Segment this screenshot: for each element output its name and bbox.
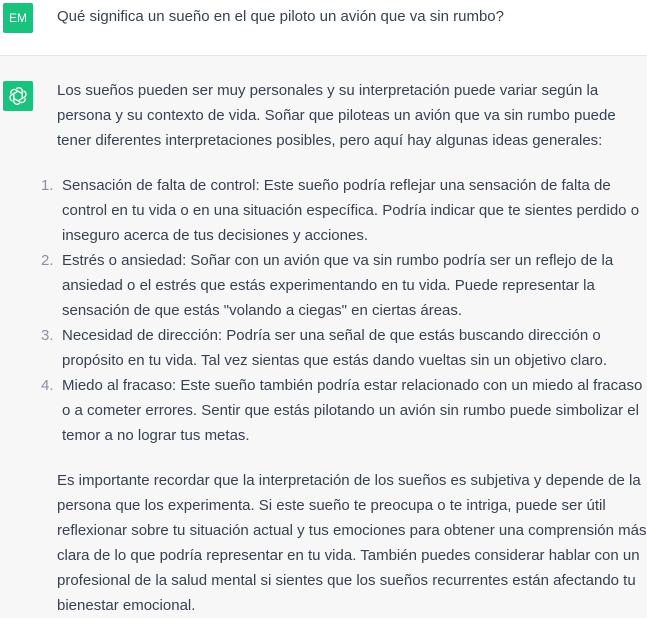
user-initials: EM bbox=[9, 11, 27, 25]
list-item bbox=[41, 373, 647, 448]
answer-intro: Los sueños pueden ser muy personales y su interpretación puede variar según la persona y su contexto de vida. Soñar que piloteas un avión que va sin rumbo puede tener diferentes interpretaciones posibles, pero aquí hay algunas ideas generales: bbox=[57, 82, 616, 149]
assistant-avatar bbox=[3, 81, 33, 111]
list-item-number: 2. bbox=[41, 252, 54, 269]
user-message-text: Qué significa un sueño en el que piloto un avión que va sin rumbo? bbox=[57, 8, 504, 25]
list-item-text: Necesidad de dirección: Podría ser una señal de que estás buscando dirección o propósito en tu vida. Tal vez sientas que estás dando vueltas sin un objetivo claro. bbox=[62, 327, 608, 369]
user-message-row bbox=[0, 0, 647, 56]
openai-logo-icon bbox=[8, 86, 28, 106]
list-item-number: 3. bbox=[41, 327, 54, 344]
list-item bbox=[41, 323, 647, 373]
list-item bbox=[41, 248, 647, 323]
list-item-number: 1. bbox=[41, 177, 54, 194]
list-item bbox=[41, 173, 647, 248]
assistant-message-text bbox=[41, 78, 647, 618]
answer-closing: Es importante recordar que la interpretación de los sueños es subjetiva y depende de la persona que los experimenta. Si este sueño te preocupa o te intriga, puede ser útil reflexionar sobre tu situación actual y tus emociones para obtener una comprensión más clara de lo que podría representar en tu vida. También puedes considerar hablar con un profesional de la salud mental si sientes que los sueños recurrentes están afectando tu bienestar emocional. bbox=[57, 472, 647, 614]
list-item-text: Miedo al fracaso: Este sueño también podría estar relacionado con un miedo al fracaso o a cometer errores. Sentir que estás pilotando un avión sin rumbo puede simbolizar el temor a no lograr tus metas. bbox=[62, 377, 643, 444]
assistant-message-row bbox=[0, 56, 647, 618]
list-item-text: Estrés o ansiedad: Soñar con un avión que va sin rumbo podría ser un reflejo de la ansiedad o el estrés que estás experimentando en tu vida. Puede representar la sensación de que estás "volando a ciegas" en ciertas áreas. bbox=[62, 252, 614, 319]
list-item-number: 4. bbox=[41, 377, 54, 394]
user-avatar bbox=[3, 3, 33, 33]
ideas-list bbox=[41, 173, 647, 448]
list-item-text: Sensación de falta de control: Este sueño podría reflejar una sensación de falta de control en tu vida o en una situación específica. Podría indicar que te sientes perdido o inseguro acerca de tus decisiones y acciones. bbox=[62, 177, 640, 244]
